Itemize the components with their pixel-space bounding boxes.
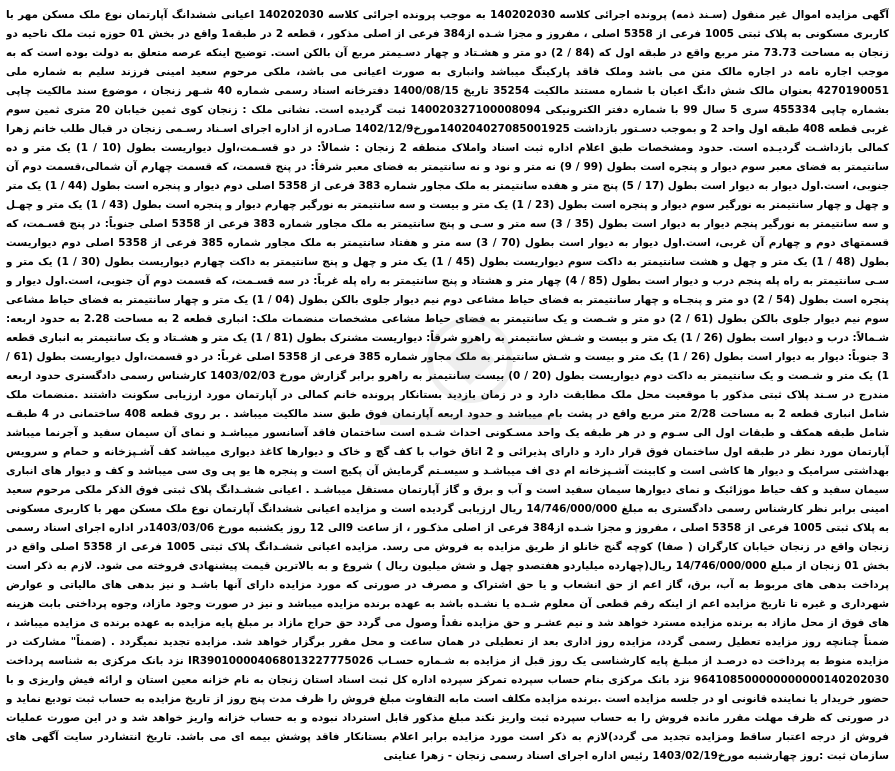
notice-body: آگهی مزایده اموال غیر منقول (سـند ذمه) پرونده اجرائی کلاسه 140202030 به موجب پرونده اجرائی کلاسه 140202030 اعیانی ششدانگ آپارتمان نوع ملک مسکن مهر با کاربری مسکونی به پلاک ثبتی 1005 فرعی از 5358 اصلی ، مفروز و مجزا شـده از384 فرعی از اصلی مذکور ، قطعه 2 در طبقه1 واقع در بخش 01 حوزه ثبت ملک ناحیه دو زنجان به مساحت 73.73 متر مربع واقع در طبقه اول که (84 / 2) دو متر و هشـتاد و چهار دسـیمتر مربع آن بالکن است. توضیح اینکه عرصه متعلق به دولت بوده است که به موجب اجاره نامه در اجاره مالک متن می باشد وملک فاقد پارکینگ میباشد وانباری به صورت اعیانی می باشد، ملکی مرحوم سعید امینی فرزند سلیم به شماره ملی 4270190051 بعنوان مالک شش دانگ اعیان با شماره مستند مالکیت 35254 تاریخ 1400/08/15 دفترخانه اسناد رسمی شماره 40 شـهر زنجان ، موضوع سند مالکیت چاپی بشماره چاپی 455334 سری 5 سال 99 با شماره دفتر الکترونیکی 140020327100008094 ثبت گردیده است. نشانی ملک : زنجان کوی ثمین خیابان 20 متری ثمین سوم غربی قطعه 408 طبقه اول واحد 2 و بموجب دسـتور بازداشت 140204027085001925مورخ1402/12/9 صـادره از اداره اجرای اسـناد رسـمی زنجان در قبال طلب خانم زهرا کمالی بازداشـت گردیـده است. حدود ومشخصات طبق اعلام اداره ثبت اسناد واملاک منطقه 2 زنجان : شمالاً: در دو قسـمت،اول دیواریست بطول (10 / 1) یک متر و ده سانتیمتر به فضای معبر سوم دیوار و پنجره است بطول (99 / 9) نه متر و نود و نه سانتیمتر به فضای معبر شرقاً: در پنج قسمت، که قسمت چهارم آن شمالی،قسمت دوم آن جنوبی، است.اول دیوار به دیوار است بطول (17 / 5) پنج متر و هفده سانتیمتر به ملک مجاور شماره 383 فرعی از 5358 اصلی دوم دیوار و پنجره است بطول (44 / 1) یک متر و چهل و چهار سانتیمتر به نورگیر سوم دیوار و پنجره است بطول (23 / 1) یک متر و بیست و سه سانتیمتر به نورگیر چهارم دیوار و پنجره است بطول (43 / 1) یک متر و چهـل و سه سانتیمتر به نورگیر پنجم دیوار به دیوار است بطول (35 / 3) سه متر و سـی و پنج سانتیمتر به ملک مجاور شماره 383 فرعی از 5358 اصلی جنوباً: در پنج قسـمت، که قسمتهای دوم و چهارم آن غربی، است.اول دیوار به دیوار است بطول (70 / 3) سه متر و هفتاد سانتیمتر به ملک مجاور شماره 385 فرعی از 5358 اصلی دوم دیواریست بطول (48 / 1) یک متر و چهل و هشت سانتیمتر به داکت سوم دیواریست بطول (45 / 1) یک متر و چهل و پنج سانتیمتر به داکت چهارم دیواریست بطول (30 / 1) یک متر و سـی سانتیمتر به راه پله پنجم درب و دیوار است بطول (85 / 4) چهار متر و هشتاد و پنج سانتیمتر به راه پله غرباً: در سه قسـمت، که قسمت دوم آن جنوبی، است.اول دیوار و پنجره است بطول (54 / 2) دو متر و پنجـاه و چهار سانتیمتر به فضای حیاط مشاعی دوم نیم دیوار جلوی بالکن بطول (04 / 1) یک متر و چهار سانتیمتر به فضای حیاط مشاعی سوم نیم دیوار جلوی بالکن بطول (61 / 2) دو متر و شـصت و یک سانتیمتر به فضای حیاط مشاعی مشخصات منضمات ملک: انباری قطعه 2 به مساحت 2.28 به حدود اربعه: شـمالاً: درب و دیوار است بطول (26 / 1) یک متر و بیست و شـش سانتیمتر به راهرو شرقاً: دیواریست مشترک بطول (81 / 1) یک متر و هشـتاد و یک سانتیمتر به انباری قطعه 3 جنوباً: دیوار به دیوار است بطول (26 / 1) یک متر و بیست و شـش سانتیمتر به ملک مجاور شماره 385 فرعی از 5358 اصلی غرباً: در دو قسمت،اول دیواریست بطول (61 / 1) یک متر و شـصت و یک سانتیمتر به داکت دوم دیواریست بطول (20 / 0) بیست سانتیمتر به راهرو برابر گزارش مورخ 1403/02/03 کارشناس رسمی دادگستری حدود اربعه مندرج در سـند پلاک ثبتی مذکور با موقعیت محل ملک مطابقت دارد و در زمان بازدید بستانکار پرونده خانم کمالی در آپارتمان مورد ارزیابی سکونت داشتند .منضمات ملک شامل انباری قطعه 2 به مساحت 2/28 متر مربع واقع در پشت بام میباشد و حدود اربعه آپارتمان فوق طبق سند مالکیت میباشد . بر روی قطعه 408 ساختمانی در 4 طبقـه شامل طبقه همکف و طبقات اول الی سـوم و در هر طبقه یک واحد مسـکونی احداث شـده است ساختمان فاقد آسانسور میباشـد و نمای آن سیمان سفید و آجرنما میباشد آپارتمان مورد نظر در طبقه اول ساختمان فوق قرار دارد و دارای پذیرائی و 2 اتاق خواب با کف گچ و خاک و دیوارها کاغذ دیواری میباشد کف آشـپزخانه و حمام و سرویس بهداشتی سرامیک و دیوار ها کاشی است و کابینت آشـپزخانه ام دی اف میباشـد و سیسـتم گرمایش آن پکیج است و پنجره ها یو پی وی سی میباشد و کف و دیوار های انباری سیمان سفید و کف حیاط موزائیک و نمای دیوارها سیمان سفید است و آب و برق و گاز آپارتمان مستقل میباشـد . اعیانی ششـدانگ پلاک ثبتی فوق الذکر ملکی مرحوم سعید امینی برابر نظر کارشناس رسمی دادگستری به مبلغ 14/746/000/000 ریال ارزیابی گردیده است و مزایده اعیانی ششدانگ آپارتمان نوع ملک مسکن مهر با کاربری مسکونی به پلاک ثبتی 1005 فرعی از 5358 اصلی ، مفروز و مجزا شـده از384 فرعی از اصلی مذکـور ، از ساعت 9الی 12 روز یکشنبه مورخ 1403/03/06در اداره اجرای اسناد رسمی زنجان واقع در زنجان خیابان کارگران ( صفا) کوچه گنج خانلو از طریق مزایده به فروش می رسد. مزایده اعیانی ششـدانگ پلاک ثبتی 1005 فرعی از 5358 اصلی واقع در بخش 01 زنجان از مبلغ 14/746/000/000 ریال(چهارده میلیاردو هفتصدو چهل و شش میلیون ریال ) شروع و به بالاترین قیمت پیشنهادی فروخته می شود. لازم به ذکر است پرداخت بدهی های مربوط به آب، برق، گاز اعم از حق انشعاب و یا حق اشتراک و مصرف در صورتی که مورد مزایده دارای آنها باشـد و نیز بدهی های مالیاتی و عوارض شهرداری و غیره تا تاریخ مزایده اعم از اینکه رقم قطعی آن معلوم شـده یا نشـده باشد به عهده برنده مزایده میباشد و نیز در صورت وجود مازاد، وجوه پرداختی بابت هزینه های فوق از محل مازاد به برنده مزایده مسترد خواهد شد و نیم عشـر و حق مزایده نقداً وصول می گردد حق حراج مازاد بر مبلغ پایه مزایده به عهده برنده ی مزایده میباشد ، ضمناً چنانچه روز مزایده تعطیل رسمی گردد، مزایده روز اداری بعد از تعطیلی در همان ساعت و محل مقرر برگزار خواهد شد. مزایده تجدید نمیگردد . (ضمناً" مشارکت در مزایده منوط به پرداخت ده درصـد از مبلـغ پایه کارشناسی یک روز قبل از مزایده به شـماره حسـاب IR390100004068013227775026 نزد بانک مرکزی به شناسه پرداخت 964108500000000000140202030 نزد بانک مرکزی بنام حساب سپرده تمرکز سپرده اداره کل ثبت اسناد استان زنجان به نام خزانه معین استان و ارائه فیش واریزی و با حضور خریدار یا نماینده قانونی او در جلسه مزایده است .برنده مزایده مکلف است مابه التفاوت مبلغ فروش را ظرف مدت پنج روز از تاریخ مزایده به حساب ثبت تودیع نماید و در صورتی که ظرف مهلت مقرر مانده فروش را به حساب سپرده ثبت واریز نکند مبلغ مذکور قابل استرداد نبوده و به حساب خزانه واریز خواهد شد و در این صورت عملیات فروش از درجه اعتبار ساقط ومزایده تجدید می گردد)لازم به ذکر است مورد مزایده برابر اعلام بستانکار فاقد پوشش بیمه ای می باشد. تاریخ انتشاردر سایت آگهی های سازمان ثبت :روز چهارشنبه مورخ1403/02/19 رئیس اداره اجرای اسناد رسمی زنجان - زهرا عنایتی: [6, 9, 889, 762]
auction-notice-text: [6, 6, 889, 765]
